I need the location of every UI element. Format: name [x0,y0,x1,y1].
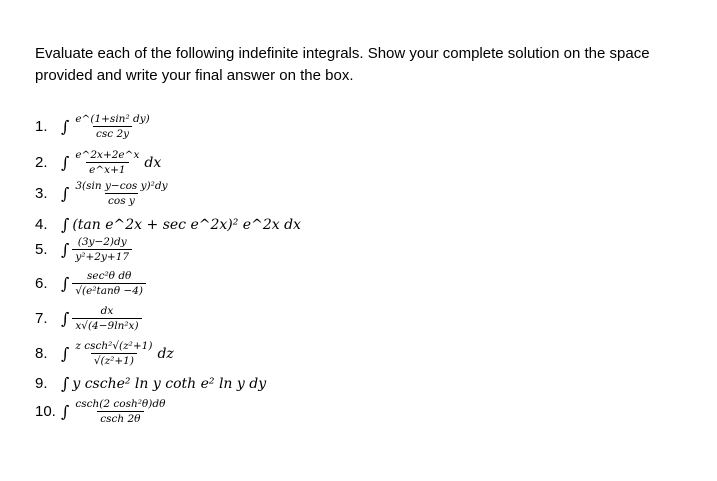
fraction [72,149,142,176]
differential: dz [157,345,174,362]
numerator: dx [100,305,114,317]
numerator: z csch²√(z²+1) [75,340,153,352]
problem-3 [35,180,171,207]
integral-sign: ∫ [61,240,70,259]
numerator: e^(1+sin² dy) [75,113,150,125]
problem-6 [35,270,146,297]
problem-5 [35,236,132,263]
fraction [72,270,146,297]
problem-number: 2. [35,154,48,171]
problem-9 [35,374,266,393]
fraction [72,180,170,207]
problem-number: 6. [35,275,48,292]
denominator: csc 2y [93,126,132,140]
denominator: csch 2θ [97,411,143,425]
problem-1 [35,113,153,140]
problem-number: 9. [35,375,48,392]
numerator: (3y−2)dy [77,236,127,248]
integral-sign: ∫ [61,215,70,234]
integrand: (tan e^2x + sec e^2x)² e^2x dx [72,216,301,233]
fraction [72,305,141,332]
denominator: √(z²+1) [91,353,137,367]
problem-number: 7. [35,310,48,327]
fraction [72,236,132,263]
numerator: sec²θ dθ [86,270,132,282]
problem-number: 5. [35,241,48,258]
problem-number: 8. [35,345,48,362]
integral-sign: ∫ [61,344,70,363]
denominator: cos y [105,193,138,207]
denominator: e^x+1 [86,162,128,176]
numerator: 3(sin y−cos y)²dy [75,180,168,192]
integral-sign: ∫ [61,274,70,293]
integral-sign: ∫ [61,184,70,203]
problem-number: 3. [35,185,48,202]
problem-number: 1. [35,118,48,135]
problem-number: 10. [35,403,56,420]
denominator: y²+2y+17 [72,249,132,263]
problem-4 [35,215,301,234]
instructions-text: Evaluate each of the following indefinite integrals. Show your complete solution on the space provided and write your final answer on the box. [35,45,650,84]
integral-sign: ∫ [61,402,70,421]
problem-7 [35,305,142,332]
denominator: x√(4−9ln²x) [72,318,141,332]
integral-sign: ∫ [61,153,70,172]
fraction [72,113,152,140]
denominator: √(e²tanθ −4) [72,283,146,297]
fraction [72,398,168,425]
differential: dx [144,154,162,171]
integral-sign: ∫ [61,117,70,136]
problem-8 [35,340,174,367]
integral-sign: ∫ [61,374,70,393]
problem-10 [35,398,168,425]
problem-2 [35,149,161,176]
problem-number: 4. [35,216,48,233]
integrand: y csche² ln y coth e² ln y dy [72,375,267,392]
numerator: e^2x+2e^x [75,149,140,161]
integral-sign: ∫ [61,309,70,328]
numerator: csch(2 cosh²θ)dθ [75,398,166,410]
fraction [72,340,155,367]
